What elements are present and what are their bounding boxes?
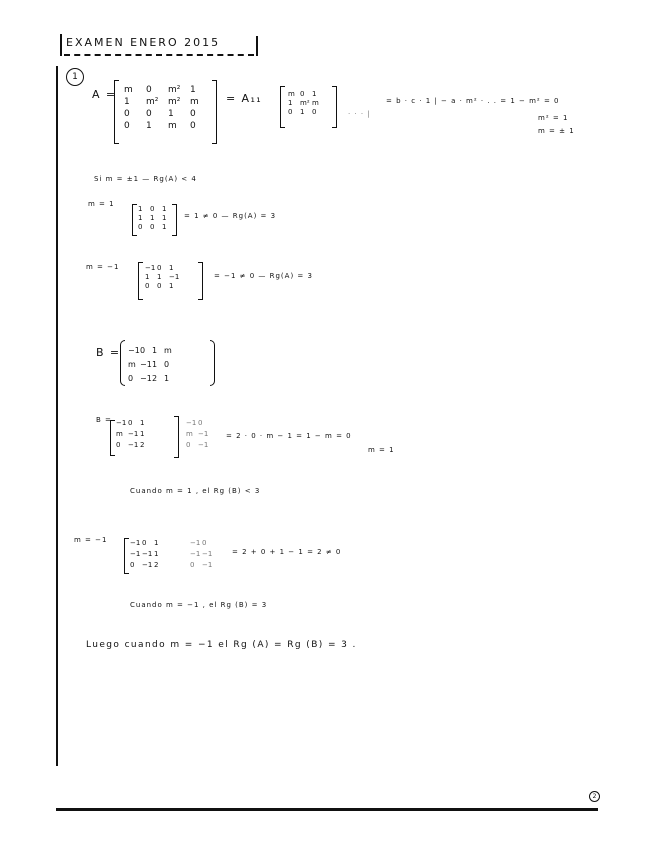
b-det-cell: −1	[128, 430, 139, 438]
page-title: EXAMEN ENERO 2015	[66, 36, 221, 49]
b-det-cell: −1	[128, 441, 139, 449]
rank-a-mneg1-matrix	[145, 264, 181, 291]
b-det-extra-cell: m	[186, 430, 193, 438]
mneg1-right-bar	[198, 262, 203, 300]
mneg1-left-bar	[138, 262, 143, 300]
b-mneg1-extra-cell: 0	[190, 561, 195, 569]
bottom-rule	[56, 808, 598, 811]
b-det-expansion: = 2 · 0 · m − 1 = 1 − m = 0	[226, 432, 352, 440]
b-mneg1-matrix	[130, 538, 166, 571]
m1-right-bar	[172, 204, 177, 236]
b-mneg1-extra-cell: −1	[190, 539, 201, 547]
rank-a-m1-label: m = 1	[88, 200, 115, 208]
b-det-cell: 0	[116, 441, 121, 449]
matrix-a-cell: 0	[190, 121, 196, 131]
matrix-a-cell: 1	[168, 109, 174, 119]
a-minor-row	[288, 90, 324, 99]
b-mneg1-extra-cell: 0	[202, 539, 207, 547]
matrix-b-cell: 0	[140, 346, 146, 355]
matrix-b-row	[128, 344, 176, 358]
b-mneg1-cell: −1	[142, 561, 153, 569]
matrix-b-cell: 1	[152, 346, 158, 355]
b-mneg1-cell: −1	[142, 550, 153, 558]
matrix-a-row	[124, 120, 212, 132]
b-mneg1-extra-cell: −1	[202, 550, 213, 558]
m1-left-bar	[132, 204, 137, 236]
matrix-b-right-bracket	[210, 340, 215, 386]
header-right-bar	[256, 36, 258, 56]
a-minor-cell: 0	[312, 108, 317, 116]
mneg1-matrix-cell: 1	[157, 273, 162, 281]
matrix-b-row	[128, 358, 176, 372]
matrix-a-row	[124, 108, 212, 120]
b-det-extra-row	[186, 440, 210, 451]
a-det-solution-1: m² = 1	[538, 114, 569, 122]
b-mneg1-extra-cell: −1	[190, 550, 201, 558]
b-det-divider	[174, 416, 179, 458]
b-det-row	[116, 440, 152, 451]
b-mneg1-cell: 1	[154, 550, 159, 558]
b-mneg1-cell: 0	[130, 561, 135, 569]
m1-matrix-cell: 1	[162, 205, 167, 213]
matrix-a-cell: 1	[124, 97, 130, 107]
b-det-conclusion: Cuando m = 1 , el Rg (B) < 3	[130, 487, 261, 495]
m1-matrix-cell: 1	[162, 214, 167, 222]
a-minor-cell: m	[288, 90, 295, 98]
matrix-b-cell: m	[164, 346, 172, 355]
a-minor-extra: · · · |	[348, 110, 371, 118]
b-mneg1-extra-row	[190, 549, 214, 560]
exercise-number-badge: 1	[66, 68, 84, 86]
m1-matrix-row	[138, 223, 174, 232]
matrix-a-label: A =	[92, 88, 117, 101]
page-marker: 2	[589, 791, 600, 802]
b-mneg1-label: m = −1	[74, 536, 108, 544]
b-mneg1-extra-row	[190, 538, 214, 549]
matrix-a-cell: 0	[146, 85, 152, 95]
m1-matrix-cell: 0	[150, 205, 155, 213]
a-minor-cell: 1	[300, 108, 305, 116]
matrix-a-cell: 1	[190, 85, 196, 95]
b-det-matrix	[116, 418, 152, 451]
matrix-a-cell: 0	[124, 109, 130, 119]
mneg1-matrix-cell: 0	[157, 264, 162, 272]
m1-matrix-cell: 1	[138, 214, 143, 222]
b-det-solution: m = 1	[368, 446, 395, 454]
matrix-b-cell: 0	[164, 360, 170, 369]
left-margin-line	[56, 66, 58, 766]
mneg1-matrix-cell: 0	[145, 282, 150, 290]
a-minor-matrix	[288, 90, 324, 117]
rank-a-mneg1-label: m = −1	[86, 263, 120, 271]
b-mneg1-cell: −1	[130, 539, 141, 547]
a-minor-right-bracket	[332, 86, 337, 128]
b-mneg1-cell: 2	[154, 561, 159, 569]
matrix-a-cell: 1	[146, 121, 152, 131]
matrix-a-right-bracket	[212, 80, 217, 144]
rank-a-m1-result: = 1 ≠ 0 — Rg(A) = 3	[184, 212, 277, 220]
b-mneg1-cell: 0	[142, 539, 147, 547]
matrix-b	[128, 344, 176, 386]
b-det-cell: 1	[140, 419, 145, 427]
matrix-b-cell: 1	[152, 360, 158, 369]
matrix-a-row	[124, 96, 212, 108]
matrix-b-cell: −1	[140, 374, 152, 383]
a-minor-cell: 0	[300, 90, 305, 98]
title-underline	[64, 54, 254, 56]
mneg1-matrix-cell: −1	[169, 273, 180, 281]
mneg1-matrix-cell: 1	[169, 282, 174, 290]
matrix-a-cell: m²	[168, 97, 181, 107]
matrix-a-cell: m	[168, 121, 177, 131]
matrix-a-left-bracket	[114, 80, 119, 144]
final-conclusion: Luego cuando m = −1 el Rg (A) = Rg (B) = 3 .	[86, 640, 357, 650]
b-det-extra-cell: 0	[186, 441, 191, 449]
rank-a-case-line: Si m = ±1 — Rg(A) < 4	[94, 175, 197, 183]
b-det-extra-cell: 0	[198, 419, 203, 427]
a-minor-row	[288, 99, 324, 108]
b-det-cell: 0	[128, 419, 133, 427]
matrix-a	[124, 84, 212, 132]
header-left-bar	[60, 34, 62, 56]
a-minor-cell: 1	[312, 90, 317, 98]
a-det-solution-2: m = ± 1	[538, 127, 575, 135]
matrix-b-row	[128, 372, 176, 386]
matrix-a-cell: m²	[146, 97, 159, 107]
a-minor-row	[288, 108, 324, 117]
rank-a-mneg1-result: = −1 ≠ 0 — Rg(A) = 3	[214, 272, 313, 280]
matrix-a-cell: 0	[124, 121, 130, 131]
a-minor-cell: 1	[288, 99, 293, 107]
b-det-cell: 1	[140, 430, 145, 438]
mneg1-matrix-cell: 1	[169, 264, 174, 272]
mneg1-matrix-cell: 0	[157, 282, 162, 290]
b-det-cell: −1	[116, 419, 127, 427]
mneg1-matrix-row	[145, 282, 181, 291]
matrix-b-cell: m	[128, 360, 136, 369]
b-det-extra-cell: −1	[198, 441, 209, 449]
b-det-row	[116, 418, 152, 429]
b-det-cell: m	[116, 430, 123, 438]
m1-matrix-cell: 1	[162, 223, 167, 231]
a-minor-cell: 0	[288, 108, 293, 116]
matrix-a-cell: m²	[168, 85, 181, 95]
m1-matrix-cell: 0	[150, 223, 155, 231]
matrix-b-cell: 0	[128, 374, 134, 383]
b-det-extra-row	[186, 429, 210, 440]
matrix-b-left-bracket	[120, 340, 125, 386]
matrix-a-cell: 0	[190, 109, 196, 119]
b-mneg1-extra-columns	[190, 538, 214, 571]
a-det-prefix: = A₁₁	[226, 92, 263, 105]
b-mneg1-row	[130, 549, 166, 560]
mneg1-matrix-row	[145, 264, 181, 273]
matrix-a-row	[124, 84, 212, 96]
m1-matrix-cell: 0	[138, 223, 143, 231]
b-mneg1-extra-cell: −1	[202, 561, 213, 569]
a-minor-cell: m	[312, 99, 319, 107]
m1-matrix-row	[138, 205, 174, 214]
a-minor-cell: m²	[300, 99, 310, 107]
b-det-extra-cell: −1	[198, 430, 209, 438]
b-mneg1-cell: −1	[130, 550, 141, 558]
b-mneg1-extra-row	[190, 560, 214, 571]
matrix-b-cell: 2	[152, 374, 158, 383]
b-det-row	[116, 429, 152, 440]
matrix-b-cell: 1	[164, 374, 170, 383]
m1-matrix-cell: 1	[138, 205, 143, 213]
b-det-left-bar	[110, 420, 115, 456]
mneg1-matrix-row	[145, 273, 181, 282]
matrix-b-label: B =	[96, 346, 121, 359]
matrix-a-cell: 0	[146, 109, 152, 119]
a-minor-left-bracket	[280, 86, 285, 128]
b-det-label: B =	[96, 416, 112, 424]
m1-matrix-row	[138, 214, 174, 223]
b-det-extra-row	[186, 418, 210, 429]
matrix-a-cell: m	[124, 85, 133, 95]
matrix-b-cell: −1	[140, 360, 152, 369]
b-det-extra-columns	[186, 418, 210, 451]
b-mneg1-conclusion: Cuando m = −1 , el Rg (B) = 3	[130, 601, 268, 609]
rank-a-m1-matrix	[138, 205, 174, 232]
b-mneg1-left-bar	[124, 538, 129, 574]
mneg1-matrix-cell: 1	[145, 273, 150, 281]
matrix-a-cell: m	[190, 97, 199, 107]
b-mneg1-cell: 1	[154, 539, 159, 547]
matrix-b-cell: −1	[128, 346, 140, 355]
a-det-expansion: = b · c · 1 | − a · m² · . . = 1 − m² = 0	[386, 97, 560, 105]
m1-matrix-cell: 1	[150, 214, 155, 222]
mneg1-matrix-cell: −1	[145, 264, 156, 272]
b-mneg1-expansion: = 2 + 0 + 1 − 1 = 2 ≠ 0	[232, 548, 342, 556]
b-det-extra-cell: −1	[186, 419, 197, 427]
b-mneg1-row	[130, 538, 166, 549]
b-mneg1-row	[130, 560, 166, 571]
b-det-cell: 2	[140, 441, 145, 449]
